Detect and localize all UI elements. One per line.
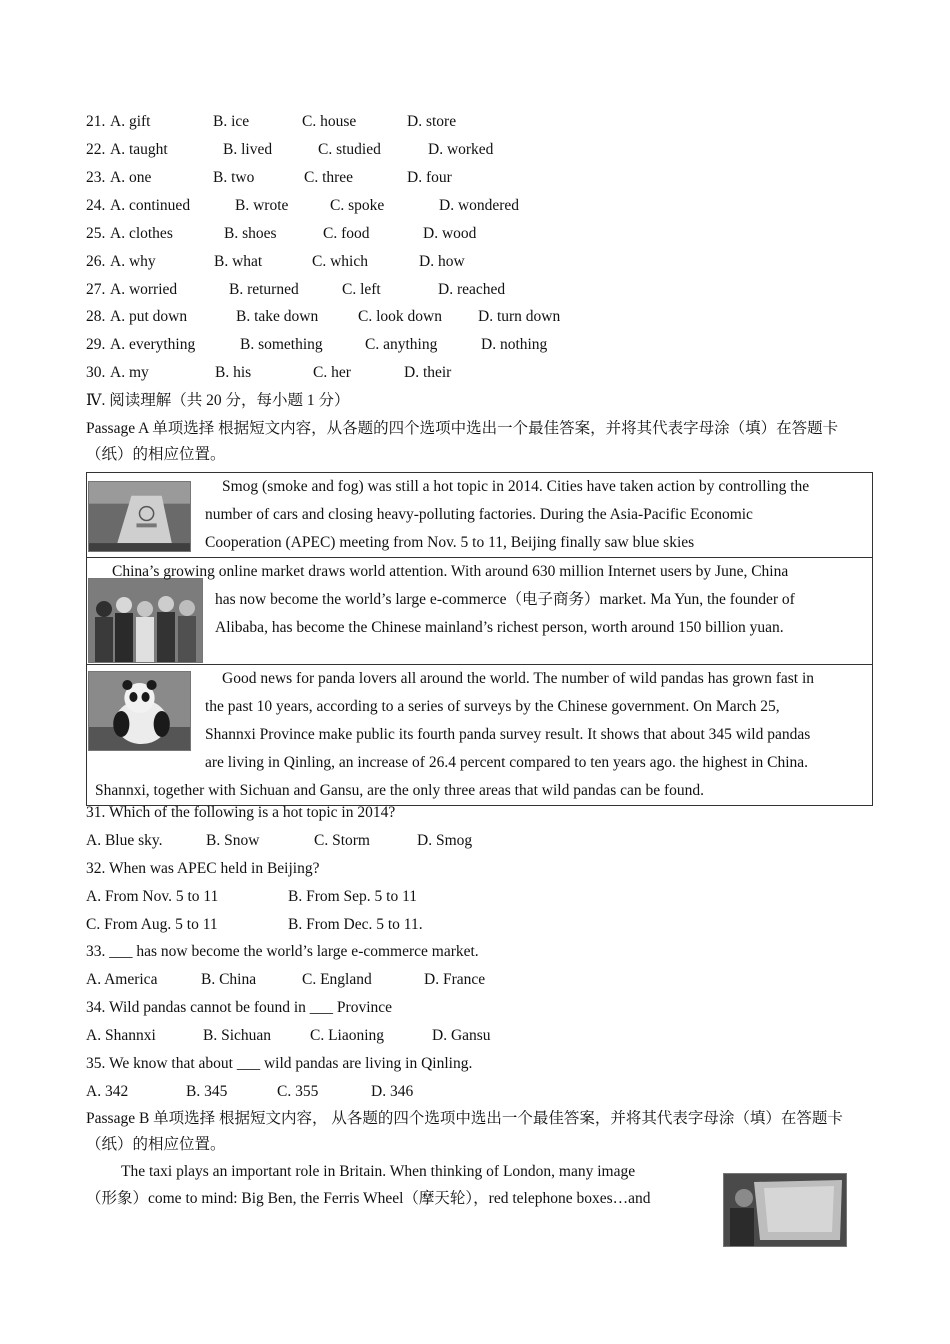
question-stem: 34. Wild pandas cannot be found in ___ Province	[86, 999, 393, 1016]
question-stem: 35. We know that about ___ wild pandas are living in Qinling.	[86, 1055, 473, 1072]
passage-a-instruction: Passage A 单项选择 根据短文内容，从各题的四个选项中选出一个最佳答案，并将其代表字母涂（填）在答题卡（纸）的相应位置。	[86, 420, 839, 463]
passage-b-instruction: Passage B 单项选择 根据短文内容， 从各题的四个选项中选出一个最佳答案，并将其代表字母涂（填）在答题卡（纸）的相应位置。	[86, 1110, 843, 1153]
option-c: C. anything	[365, 336, 438, 353]
option-b: B. his	[215, 364, 252, 381]
paragraph-line: has now become the world’s large e-commerce（电子商务）market. Ma Yun, the founder of	[215, 591, 795, 608]
option-b: B. China	[201, 971, 257, 988]
option-c: C. her	[313, 364, 351, 381]
option-d: D. Gansu	[432, 1027, 491, 1044]
option-b: B. ice	[213, 113, 250, 130]
option-d: D. wondered	[439, 197, 520, 214]
option-b: B. two	[213, 169, 255, 186]
paragraph-line: China’s growing online market draws world attention. With around 630 million Internet users by June, China	[112, 563, 789, 580]
paragraph-line: Shannxi Province make public its fourth panda survey result. It shows that about 345 wild pandas	[205, 726, 811, 743]
option-d: D. wood	[423, 225, 477, 242]
passage-block-ecommerce	[87, 558, 873, 665]
option-a: A. gift	[110, 113, 151, 130]
option-c: C. From Aug. 5 to 11	[86, 916, 218, 933]
paragraph-line: Cooperation (APEC) meeting from Nov. 5 to 11, Beijing finally saw blue skies	[205, 534, 695, 551]
option-d: D. how	[419, 253, 465, 270]
option-b: B. Sichuan	[203, 1027, 272, 1044]
question-stem: 31. Which of the following is a hot topic in 2014?	[86, 804, 396, 821]
option-a: A. clothes	[110, 225, 173, 242]
option-a: A. one	[110, 169, 152, 186]
option-c: C. house	[302, 113, 357, 130]
paragraph-line: the past 10 years, according to a series of surveys by the Chinese government. On March 25,	[205, 698, 780, 715]
question-number: 26.	[86, 253, 106, 270]
option-c: C. Liaoning	[310, 1027, 385, 1044]
question-number: 23.	[86, 169, 106, 186]
option-b: B. take down	[236, 308, 319, 325]
passage-a-table	[86, 472, 873, 806]
option-d: D. nothing	[481, 336, 548, 353]
option-c: C. spoke	[330, 197, 385, 214]
panda-paragraph	[87, 665, 872, 805]
option-a: A. taught	[110, 141, 168, 158]
option-c: C. three	[304, 169, 354, 186]
option-a: A. continued	[110, 197, 191, 214]
paragraph-line: are living in Qinling, an increase of 26.4 percent compared to ten years ago. the highest in China.	[205, 754, 809, 771]
question-number: 25.	[86, 225, 106, 242]
option-a: A. put down	[110, 308, 188, 325]
option-b: B. something	[240, 336, 323, 353]
option-d: D. their	[404, 364, 452, 381]
option-c: C. food	[323, 225, 370, 242]
passage-block-pandas	[87, 665, 873, 806]
paragraph-line: Good news for panda lovers all around the world. The number of wild pandas has grown fast in	[222, 670, 815, 687]
paragraph-line: number of cars and closing heavy-polluting factories. During the Asia-Pacific Economic	[205, 506, 753, 523]
option-b: B. From Sep. 5 to 11	[288, 888, 418, 905]
question-number: 30.	[86, 364, 106, 381]
option-a: A. From Nov. 5 to 11	[86, 888, 219, 905]
option-c: C. which	[312, 253, 368, 270]
question-number: 27.	[86, 281, 106, 298]
option-b: B. Snow	[206, 832, 260, 849]
option-c: C. left	[342, 281, 381, 298]
option-a: A. Blue sky.	[86, 832, 163, 849]
option-a: A. America	[86, 971, 158, 988]
option-d: D. worked	[428, 141, 494, 158]
option-a: A. Shannxi	[86, 1027, 156, 1044]
paragraph-line: Shannxi, together with Sichuan and Gansu, are the only three areas that wild pandas can be found.	[95, 782, 705, 799]
option-b: B. returned	[229, 281, 299, 298]
question-number: 21.	[86, 113, 106, 130]
smog-paragraph	[87, 473, 872, 557]
option-d: D. Smog	[417, 832, 473, 849]
paragraph-line: Smog (smoke and fog) was still a hot topic in 2014. Cities have taken action by controlling the	[222, 478, 810, 495]
option-c: C. studied	[318, 141, 381, 158]
option-c: C. Storm	[314, 832, 370, 849]
option-b: B. what	[214, 253, 263, 270]
question-number: 22.	[86, 141, 106, 158]
paragraph-line: Alibaba, has become the Chinese mainland’s richest person, worth around 150 billion yuan.	[215, 619, 784, 636]
option-a: A. my	[110, 364, 149, 381]
option-b: B. shoes	[224, 225, 277, 242]
option-b: B. wrote	[235, 197, 289, 214]
option-b: B. lived	[223, 141, 273, 158]
option-a: A. worried	[110, 281, 178, 298]
option-d: D. reached	[438, 281, 506, 298]
option-d: D. four	[407, 169, 452, 186]
question-stem: 32. When was APEC held in Beijing?	[86, 860, 320, 877]
question-number: 29.	[86, 336, 106, 353]
passage-block-smog	[87, 473, 873, 558]
option-a: A. why	[110, 253, 156, 270]
passage-b-line: The taxi plays an important role in Britain. When thinking of London, many image	[121, 1163, 636, 1180]
passage-b-line: （形象）come to mind: Big Ben, the Ferris Wheel（摩天轮），red telephone boxes…and	[86, 1190, 651, 1207]
option-d: D. 346	[371, 1083, 414, 1100]
option-d: D. turn down	[478, 308, 561, 325]
option-d: B. From Dec. 5 to 11.	[288, 916, 423, 933]
taxi-photo	[723, 1173, 847, 1247]
question-stem: 33. ___ has now become the world’s large e-commerce market.	[86, 943, 479, 960]
option-c: C. look down	[358, 308, 442, 325]
ecommerce-paragraph	[87, 558, 872, 642]
option-d: D. store	[407, 113, 457, 130]
option-a: A. 342	[86, 1083, 129, 1100]
section-title: Ⅳ. 阅读理解（共 20 分，每小题 1 分）	[86, 392, 350, 409]
option-a: A. everything	[110, 336, 196, 353]
question-number: 24.	[86, 197, 106, 214]
option-d: D. France	[424, 971, 486, 988]
option-b: B. 345	[186, 1083, 228, 1100]
question-number: 28.	[86, 308, 106, 325]
option-c: C. 355	[277, 1083, 319, 1100]
option-c: C. England	[302, 971, 372, 988]
